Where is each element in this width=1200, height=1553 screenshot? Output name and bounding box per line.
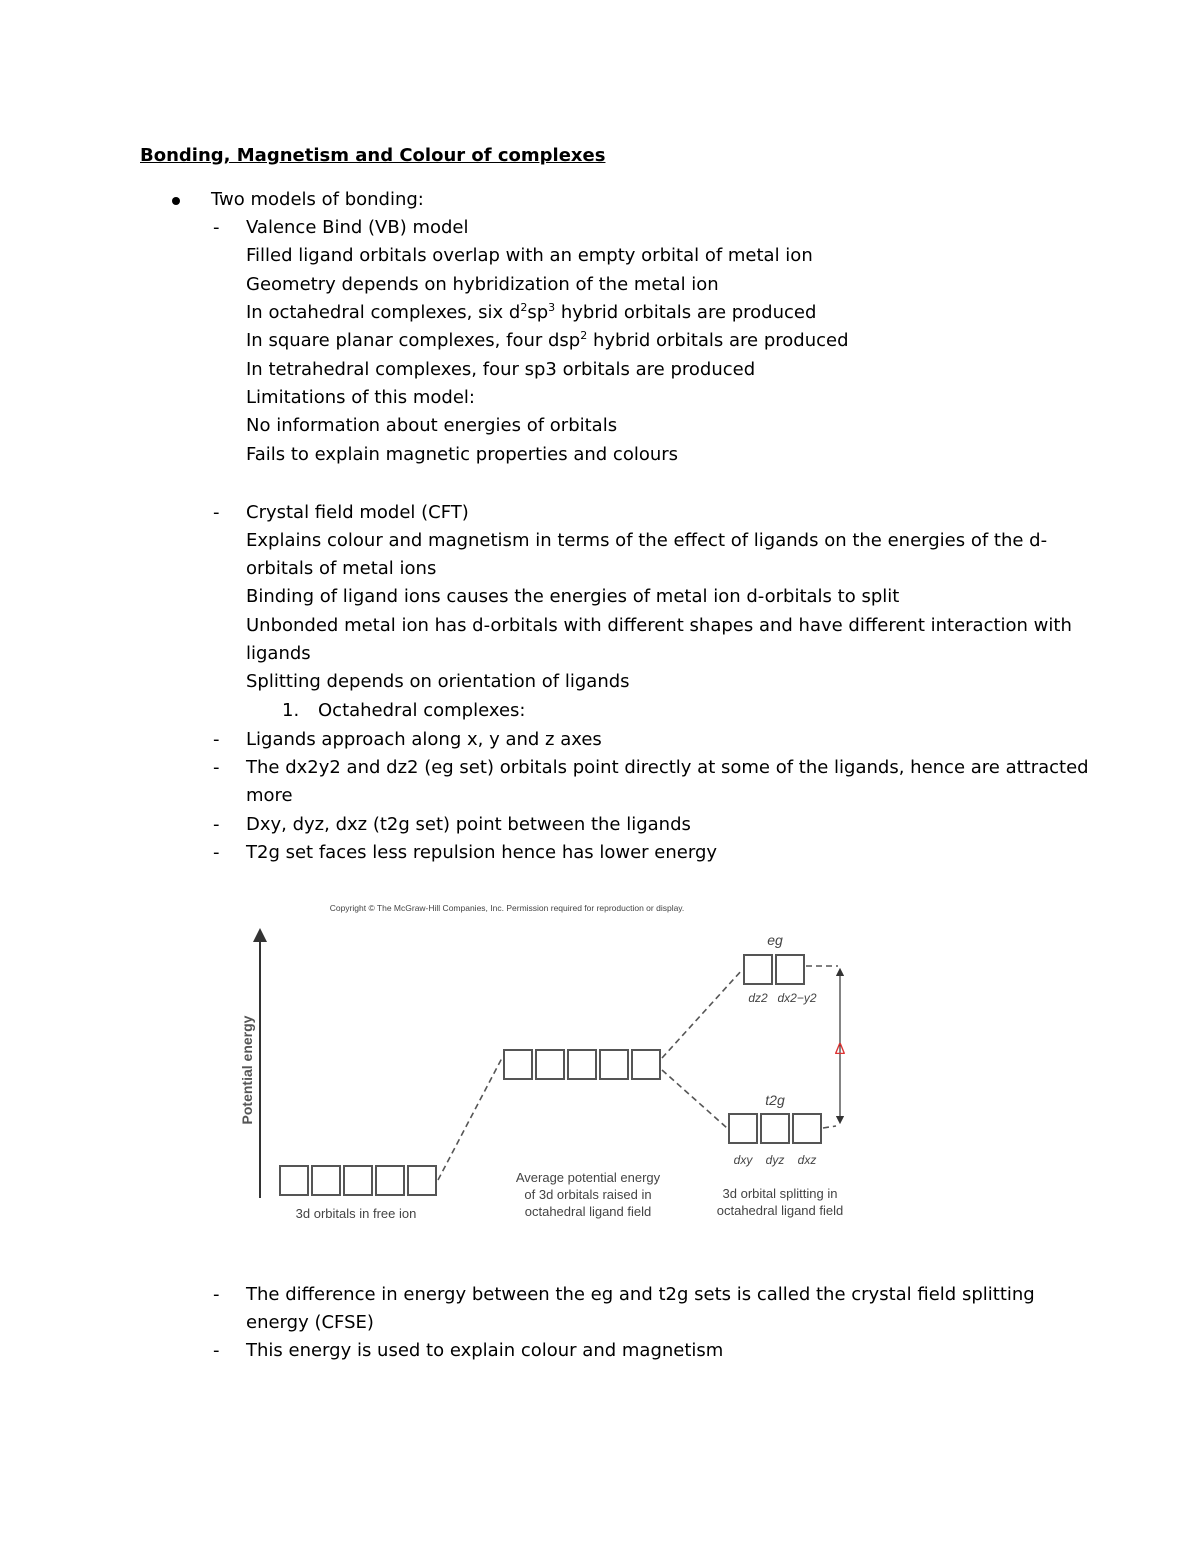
cfse-line-cont: energy (CFSE) (246, 1312, 374, 1333)
orbital-box (504, 1050, 532, 1079)
free-ion-orbitals (280, 1166, 436, 1195)
delta-symbol: Δ (834, 1041, 846, 1058)
vb-line-square-planar: In square planar complexes, four dsp$^2$ hybrid orbitals are produced (246, 329, 849, 351)
cfse-line: The difference in energy between the eg and t2g sets is called the crystal field splitting (246, 1284, 1035, 1305)
orbital-box (744, 955, 772, 984)
copyright-note: Copyright © The McGraw-Hill Companies, Inc. Permission required for reproduction or display. (329, 903, 685, 913)
dash-marker: - (213, 814, 220, 835)
cft-dash-item: The dx2y2 and dz2 (eg set) orbitals point directly at some of the ligands, hence are attracted (246, 757, 1089, 778)
orbital-box (280, 1166, 308, 1195)
page-title: Bonding, Magnetism and Colour of complexes (140, 145, 606, 166)
eg-orbitals (744, 955, 804, 984)
eg-orbital-label: dx2−y2 (777, 991, 817, 1005)
splitting-caption: 3d orbital splitting in (722, 1186, 838, 1201)
vb-line: No information about energies of orbitals (246, 415, 618, 436)
dash-marker: - (213, 842, 220, 863)
cft-dash-item: Ligands approach along x, y and z axes (246, 729, 602, 750)
numbered-label: 1. (282, 700, 300, 721)
vb-line: In tetrahedral complexes, four sp3 orbitals are produced (246, 359, 756, 380)
average-caption: of 3d orbitals raised in (524, 1187, 652, 1202)
vb-line: Limitations of this model: (246, 387, 475, 408)
cft-line: ligands (246, 643, 311, 664)
orbital-box (376, 1166, 404, 1195)
orbital-box (568, 1050, 596, 1079)
cft-dash-item: Dxy, dyz, dxz (t2g set) point between the ligands (246, 814, 691, 835)
dash-marker: - (213, 729, 220, 750)
average-caption: octahedral ligand field (524, 1204, 652, 1219)
orbital-box (344, 1166, 372, 1195)
vb-heading: Valence Bind (VB) model (246, 217, 469, 238)
eg-label: eg (767, 932, 783, 948)
cft-dash-item: T2g set faces less repulsion hence has lower energy (246, 842, 718, 863)
cfse-line: This energy is used to explain colour and magnetism (246, 1340, 724, 1361)
vb-line: Filled ligand orbitals overlap with an empty orbital of metal ion (246, 245, 813, 266)
vb-line: Fails to explain magnetic properties and colours (246, 444, 679, 465)
t2g-orbital-label: dxz (797, 1153, 817, 1167)
orbital-box (776, 955, 804, 984)
t2g-label: t2g (765, 1092, 785, 1108)
dash-marker: - (213, 502, 220, 523)
splitting-caption: octahedral ligand field (716, 1203, 844, 1218)
dash-marker: - (213, 1284, 220, 1305)
cft-line: Splitting depends on orientation of ligands (246, 671, 630, 692)
orbital-box (632, 1050, 660, 1079)
average-orbitals (504, 1050, 660, 1079)
y-axis-label: Potential energy (239, 1015, 255, 1125)
dash-marker: - (213, 217, 220, 238)
vb-line: Geometry depends on hybridization of the metal ion (246, 274, 719, 295)
dash-marker: - (213, 1340, 220, 1361)
bullet-text: Two models of bonding: (211, 189, 424, 210)
cft-line: Explains colour and magnetism in terms of the effect of ligands on the energies of the d- (246, 530, 1048, 551)
free-ion-caption: 3d orbitals in free ion (295, 1206, 417, 1221)
orbital-box (729, 1114, 757, 1143)
cft-line: Unbonded metal ion has d-orbitals with different shapes and have different interaction with (246, 615, 1072, 636)
orbital-box (793, 1114, 821, 1143)
orbital-box (312, 1166, 340, 1195)
orbital-box (600, 1050, 628, 1079)
cft-line: Binding of ligand ions causes the energies of metal ion d-orbitals to split (246, 586, 900, 607)
t2g-orbital-label: dyz (765, 1153, 785, 1167)
dash-marker: - (213, 757, 220, 778)
cft-line: orbitals of metal ions (246, 558, 437, 579)
numbered-item: Octahedral complexes: (318, 700, 526, 721)
average-caption: Average potential energy (515, 1170, 661, 1185)
orbital-box (408, 1166, 436, 1195)
cft-heading: Crystal field model (CFT) (246, 502, 469, 523)
orbital-box (536, 1050, 564, 1079)
orbital-box (761, 1114, 789, 1143)
t2g-orbitals (729, 1114, 821, 1143)
cft-dash-item-cont: more (246, 785, 293, 806)
vb-line-octahedral: In octahedral complexes, six $d^2sp^3$ hybrid orbitals are produced (246, 301, 817, 323)
t2g-orbital-label: dxy (733, 1153, 753, 1167)
eg-orbital-label: dz2 (748, 991, 768, 1005)
